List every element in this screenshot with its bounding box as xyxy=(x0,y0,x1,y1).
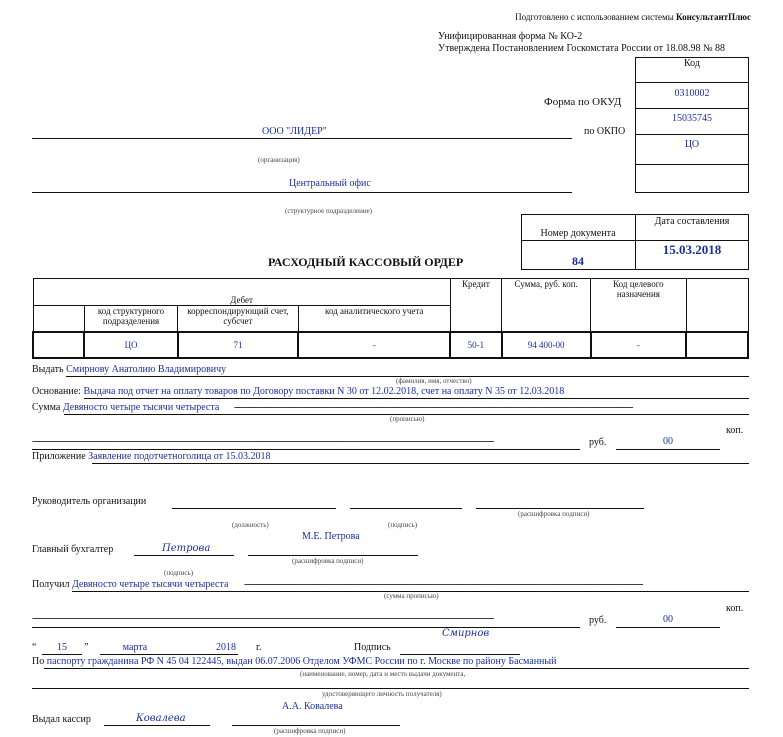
col-account-header: корреспондирующий счет, субсчет xyxy=(178,306,299,332)
cashier-label: Выдал кассир xyxy=(32,714,91,725)
sum-dashes: --------------------------------------------------------------------------------------------------------------------------------------------------------------------------- xyxy=(234,402,633,413)
blank-cell xyxy=(33,332,84,358)
received-dashes: --------------------------------------------------------------------------------------------------------------------------------------------------------------------------- xyxy=(244,579,643,590)
accountant-name: М.Е. Петрова xyxy=(302,531,360,542)
sum-line-2 xyxy=(32,449,580,450)
codes-title: Код xyxy=(684,58,700,69)
received-dashes-2: ------------------------------------------------------------------------------------------------------------------------------------------------------------------------------------------------------ xyxy=(32,613,494,624)
credit-header: Кредит xyxy=(450,279,501,332)
sum-row xyxy=(32,402,219,413)
codes-divider-3 xyxy=(635,134,749,135)
attach-label: Приложение xyxy=(32,451,86,462)
date-day: 15 xyxy=(57,642,67,653)
organization-line xyxy=(32,138,572,139)
dept-code: ЦО xyxy=(684,139,700,150)
doc-caption: (наименование, номер, дата и место выдачи документа, xyxy=(300,670,466,678)
attach-line xyxy=(92,463,749,464)
basis-label: Основание: xyxy=(32,386,81,397)
passport-text: паспорту гражданина РФ N 45 04 122445, выдан 06.07.2006 Отделом УФМС России по г. Москве по району Басманный xyxy=(46,656,557,667)
okpo-code: 15035745 xyxy=(672,113,712,124)
doc-number: 84 xyxy=(572,254,584,268)
basis-row xyxy=(32,386,564,397)
cell-account: 71 xyxy=(178,332,299,358)
kop-line xyxy=(616,449,720,450)
received-label: Получил xyxy=(32,579,70,590)
cashier-decode-line xyxy=(232,725,400,726)
kop-value-2: 00 xyxy=(663,614,673,625)
cashier-signature: Ковалева xyxy=(136,713,186,724)
kop-label: коп. xyxy=(726,425,744,436)
head-decode-caption: (расшифровка подписи) xyxy=(518,510,590,518)
sum-header: Сумма, руб. коп. xyxy=(502,279,591,332)
received-row xyxy=(32,579,228,590)
form-approved: Утверждена Постановлением Госкомстата России от 18.08.98 № 88 xyxy=(438,43,725,54)
head-position-caption: (должность) xyxy=(232,521,269,529)
okud-label: Форма по ОКУД xyxy=(544,96,622,108)
cell-credit: 50-1 xyxy=(450,332,501,358)
cell-purpose: - xyxy=(591,332,686,358)
kop-value: 00 xyxy=(663,436,673,447)
head-sign-line xyxy=(350,508,462,509)
organization-name: ООО "ЛИДЕР" xyxy=(262,126,327,137)
kop-line-2 xyxy=(616,627,720,628)
cashier-sign-line xyxy=(104,725,210,726)
head-label: Руководитель организации xyxy=(32,496,147,507)
accountant-decode-line xyxy=(248,555,418,556)
date-day-line xyxy=(42,654,82,655)
words-caption: (прописью) xyxy=(390,415,425,423)
date-year-suffix: г. xyxy=(256,642,262,653)
cashier-decode-caption: (расшифровка подписи) xyxy=(274,727,346,735)
rub-label: руб. xyxy=(589,437,607,448)
kop-label-2: коп. xyxy=(726,603,744,614)
okpo-label: по ОКПО xyxy=(584,126,626,137)
table-row xyxy=(33,332,748,358)
codes-box xyxy=(635,57,749,193)
accounting-table xyxy=(32,278,749,359)
passport-row xyxy=(32,656,556,667)
issue-to: Смирнову Анатолию Владимировичу xyxy=(66,364,227,375)
cashier-name: А.А. Ковалева xyxy=(282,701,343,712)
department-line xyxy=(32,192,572,193)
sum-caption: (сумма прописью) xyxy=(384,592,439,600)
debit-header: Дебет xyxy=(33,279,450,306)
col-analytic-header: код аналитического учета xyxy=(298,306,450,332)
cell-sum: 94 400-00 xyxy=(502,332,591,358)
doc-date-label: Дата составления xyxy=(654,216,730,227)
received-words: Девяносто четыре тысячи четыреста xyxy=(71,579,229,590)
cell-analytic: - xyxy=(298,332,450,358)
received-line-2 xyxy=(32,627,580,628)
doc-number-label: Номер документа xyxy=(540,228,616,239)
accountant-sign-line xyxy=(134,555,234,556)
docnum-divider-h xyxy=(521,240,749,241)
id-caption: удостоверяющего личность получателя) xyxy=(322,690,442,698)
codes-divider-1 xyxy=(635,82,749,83)
prepared-note xyxy=(515,12,751,22)
blank-subheader xyxy=(33,306,84,332)
cell-dept: ЦО xyxy=(84,332,177,358)
rub-label-2: руб. xyxy=(589,615,607,626)
doc-date: 15.03.2018 xyxy=(662,242,722,257)
purpose-header: Код целевого назначения xyxy=(591,279,686,332)
empty-header xyxy=(686,279,748,332)
date-month-line xyxy=(100,654,238,655)
date-close-quote: ” xyxy=(84,642,89,653)
department-caption: (структурное подразделение) xyxy=(285,207,373,215)
codes-divider-4 xyxy=(635,164,749,165)
codes-divider-2 xyxy=(635,108,749,109)
accountant-sign-caption: (подпись) xyxy=(164,569,194,577)
passport-line xyxy=(44,668,749,669)
prepared-text: Подготовлено с использованием системы xyxy=(515,12,674,22)
sign-label: Подпись xyxy=(354,642,391,653)
col-dept-header: код структурного подразделения xyxy=(84,306,177,332)
head-position-line xyxy=(172,508,336,509)
attach-text: Заявление подотчетноголица от 15.03.2018 xyxy=(88,451,271,462)
form-name: Унифицированная форма № КО-2 xyxy=(438,31,583,42)
cell-empty xyxy=(686,332,748,358)
issue-label: Выдать xyxy=(32,364,64,375)
sum-words: Девяносто четыре тысячи четыреста xyxy=(62,402,220,413)
basis-text: Выдача под отчет на оплату товаров по Договору поставки N 30 от 12.02.2018, счет на оплату N 35 от 12.03.2018 xyxy=(83,386,565,397)
document-title: РАСХОДНЫЙ КАССОВЫЙ ОРДЕР xyxy=(268,255,464,269)
head-sign-caption: (подпись) xyxy=(388,521,418,529)
sum-label: Сумма xyxy=(32,402,61,413)
recipient-sign-line xyxy=(400,654,520,655)
recipient-signature: Смирнов xyxy=(442,628,490,639)
passport-line-2 xyxy=(32,688,749,689)
date-open-quote: “ xyxy=(32,642,37,653)
basis-line xyxy=(84,398,749,399)
date-month: марта xyxy=(122,642,148,653)
head-decode-line xyxy=(476,508,644,509)
prepared-brand: КонсультантПлюс xyxy=(676,12,751,22)
sum-dashes-2: ------------------------------------------------------------------------------------------------------------------------------------------------------------------------------------------------------ xyxy=(32,436,494,447)
department-name: Центральный офис xyxy=(289,178,371,189)
accountant-label: Главный бухгалтер xyxy=(32,544,114,555)
okud-code: 0310002 xyxy=(674,88,710,99)
date-year: 2018 xyxy=(216,642,236,653)
accountant-signature: Петрова xyxy=(162,543,211,554)
organization-caption: (организация) xyxy=(258,156,300,164)
attach-row xyxy=(32,451,271,462)
by-label: По xyxy=(32,656,45,667)
issue-row xyxy=(32,364,226,375)
accountant-decode-caption: (расшифровка подписи) xyxy=(292,557,364,565)
fio-caption: (фамилия, имя, отчество) xyxy=(396,377,472,385)
